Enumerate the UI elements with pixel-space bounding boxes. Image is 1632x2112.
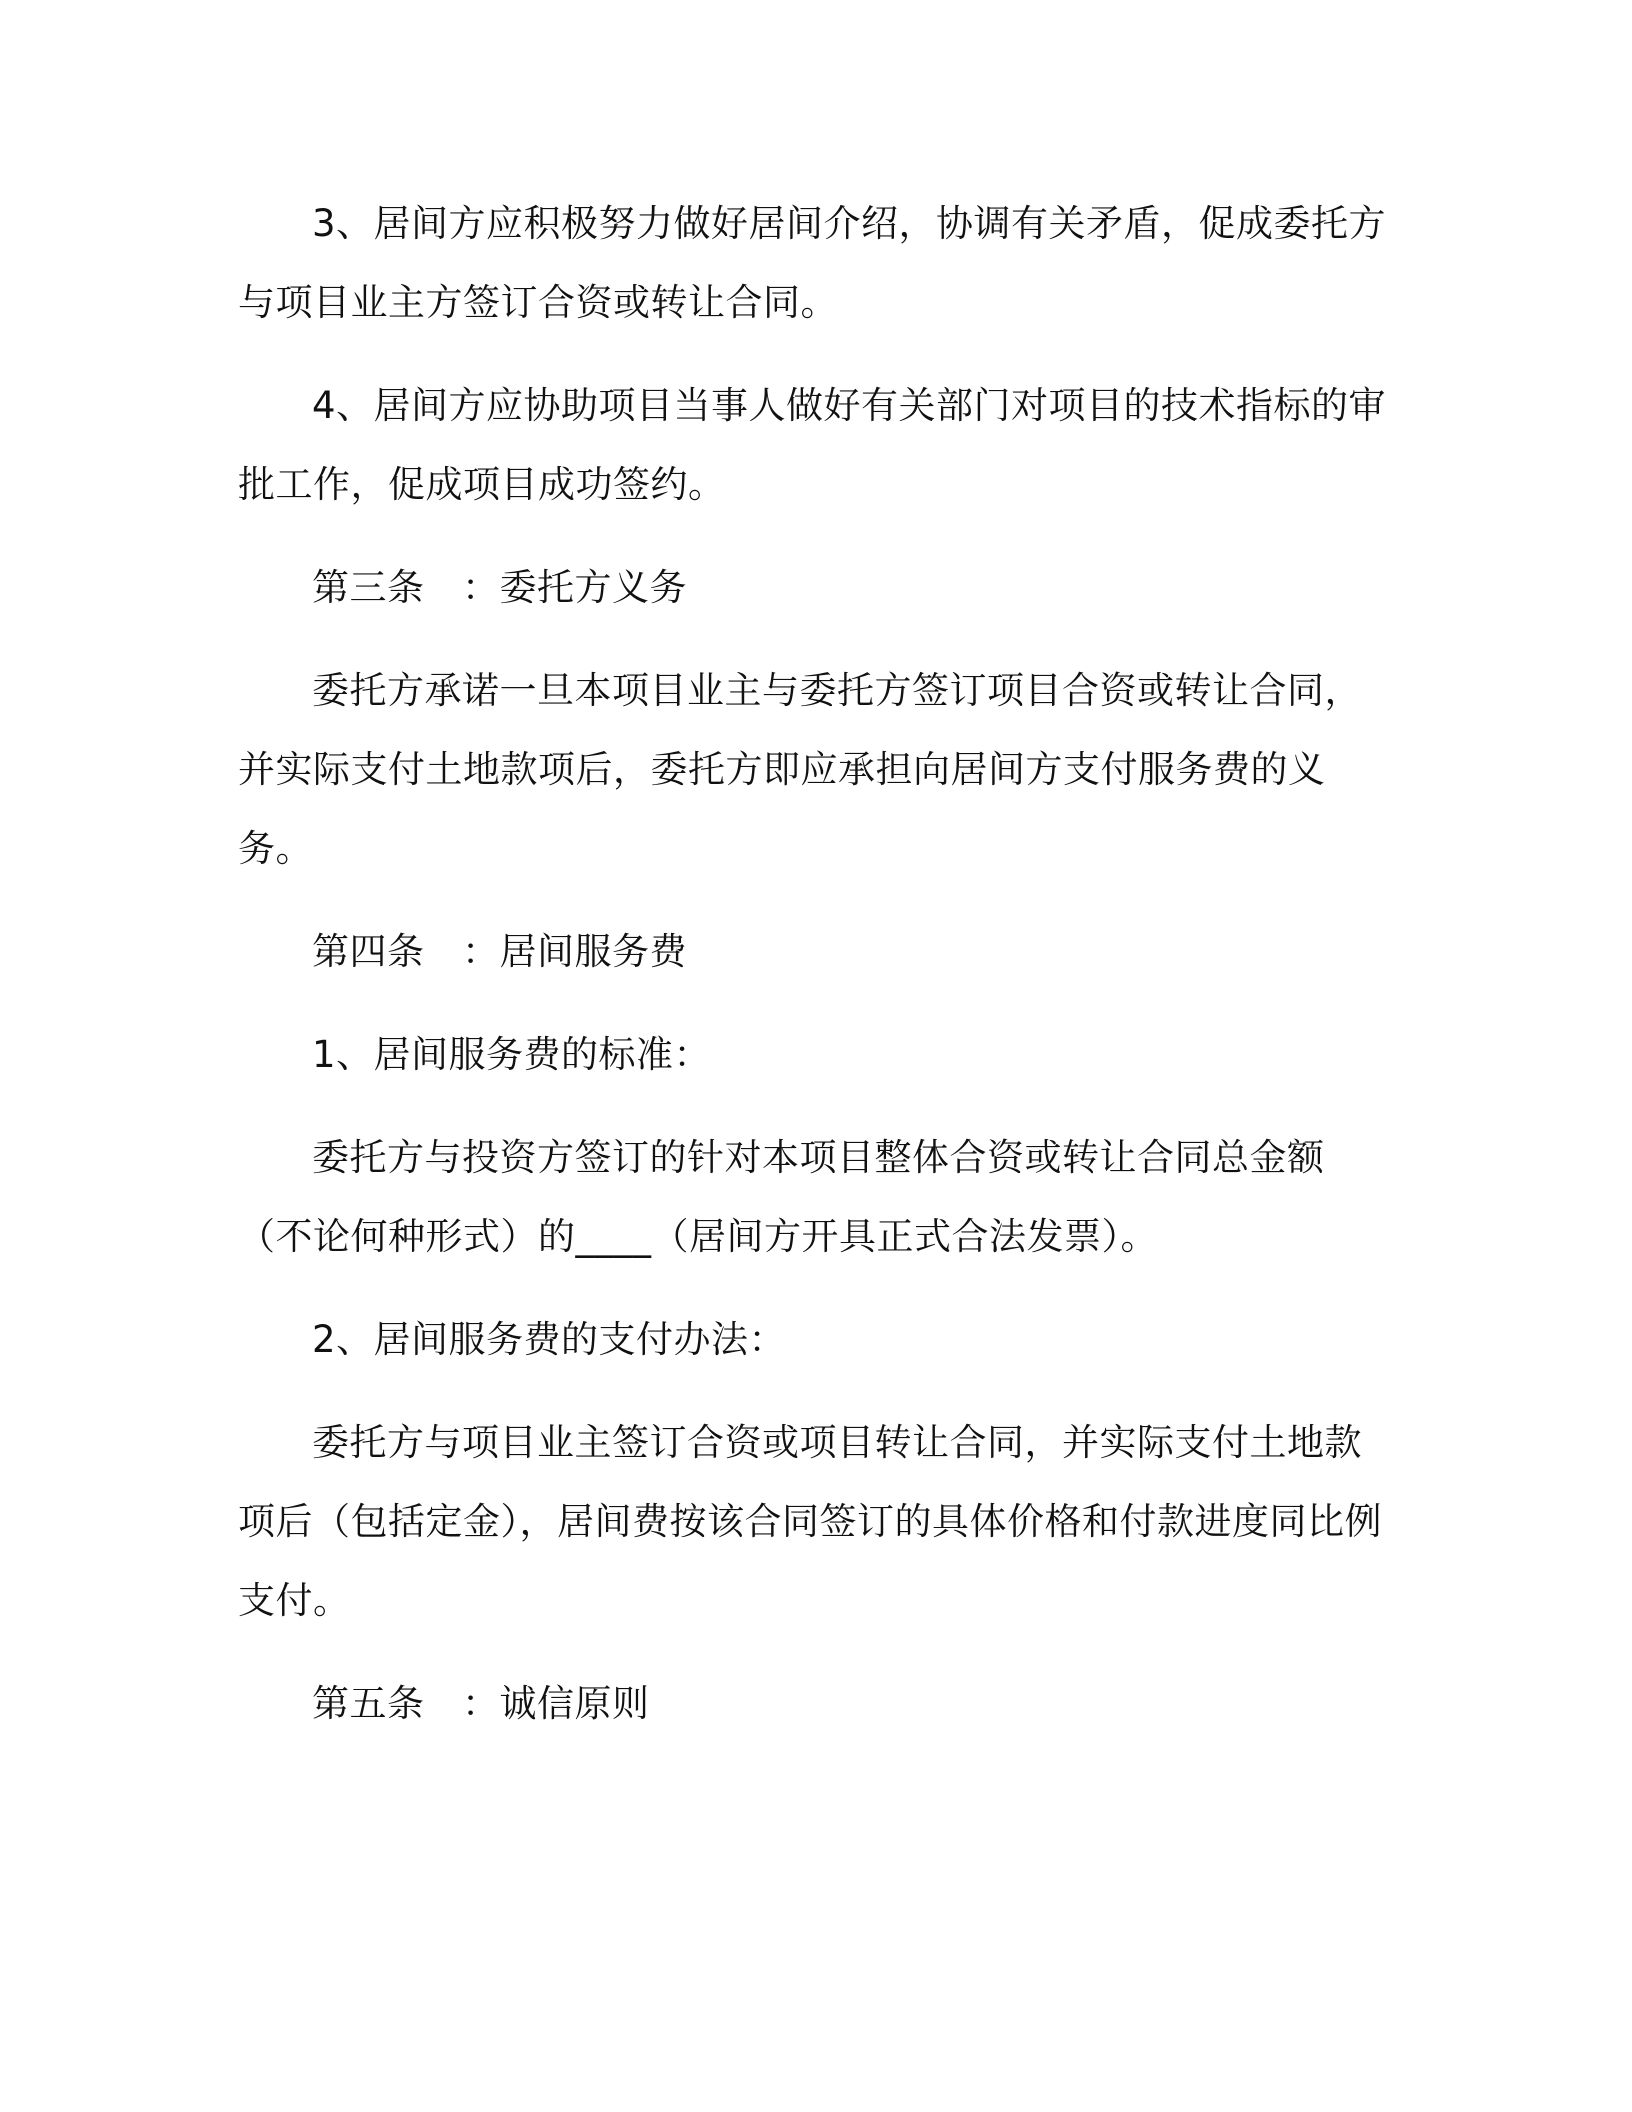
fee-standard-label: 1、居间服务费的标准：: [312, 1033, 712, 1076]
fee-payment-label: 2、居间服务费的支付办法：: [312, 1318, 787, 1361]
article-4-heading: 第四条 ：居间服务费: [312, 930, 687, 973]
article-3-heading: 第三条 ：委托方义务: [312, 566, 687, 609]
document-body: [238, 184, 1398, 1767]
article-3-paragraph: 委托方承诺一旦本项目业主与委托方签订项目合资或转让合同，并实际支付土地款项后，委托方即应承担向居间方支付服务费的义务。: [238, 669, 1362, 870]
fee-payment-paragraph: 委托方与项目业主签订合资或项目转让合同，并实际支付土地款项后（包括定金），居间费按该合同签订的具体价格和付款进度同比例支付。: [238, 1421, 1382, 1622]
article-5-heading: 第五条 ：诚信原则: [312, 1682, 650, 1725]
fee-standard-paragraph: 委托方与投资方签订的针对本项目整体合资或转让合同总金额（不论何种形式）的____（居间方开具正式合法发票）。: [238, 1136, 1325, 1258]
clause-3-paragraph: 3、居间方应积极努力做好居间介绍，协调有关矛盾，促成委托方与项目业主方签订合资或转让合同。: [238, 202, 1387, 324]
clause-4-paragraph: 4、居间方应协助项目当事人做好有关部门对项目的技术指标的审批工作，促成项目成功签约。: [238, 384, 1387, 506]
